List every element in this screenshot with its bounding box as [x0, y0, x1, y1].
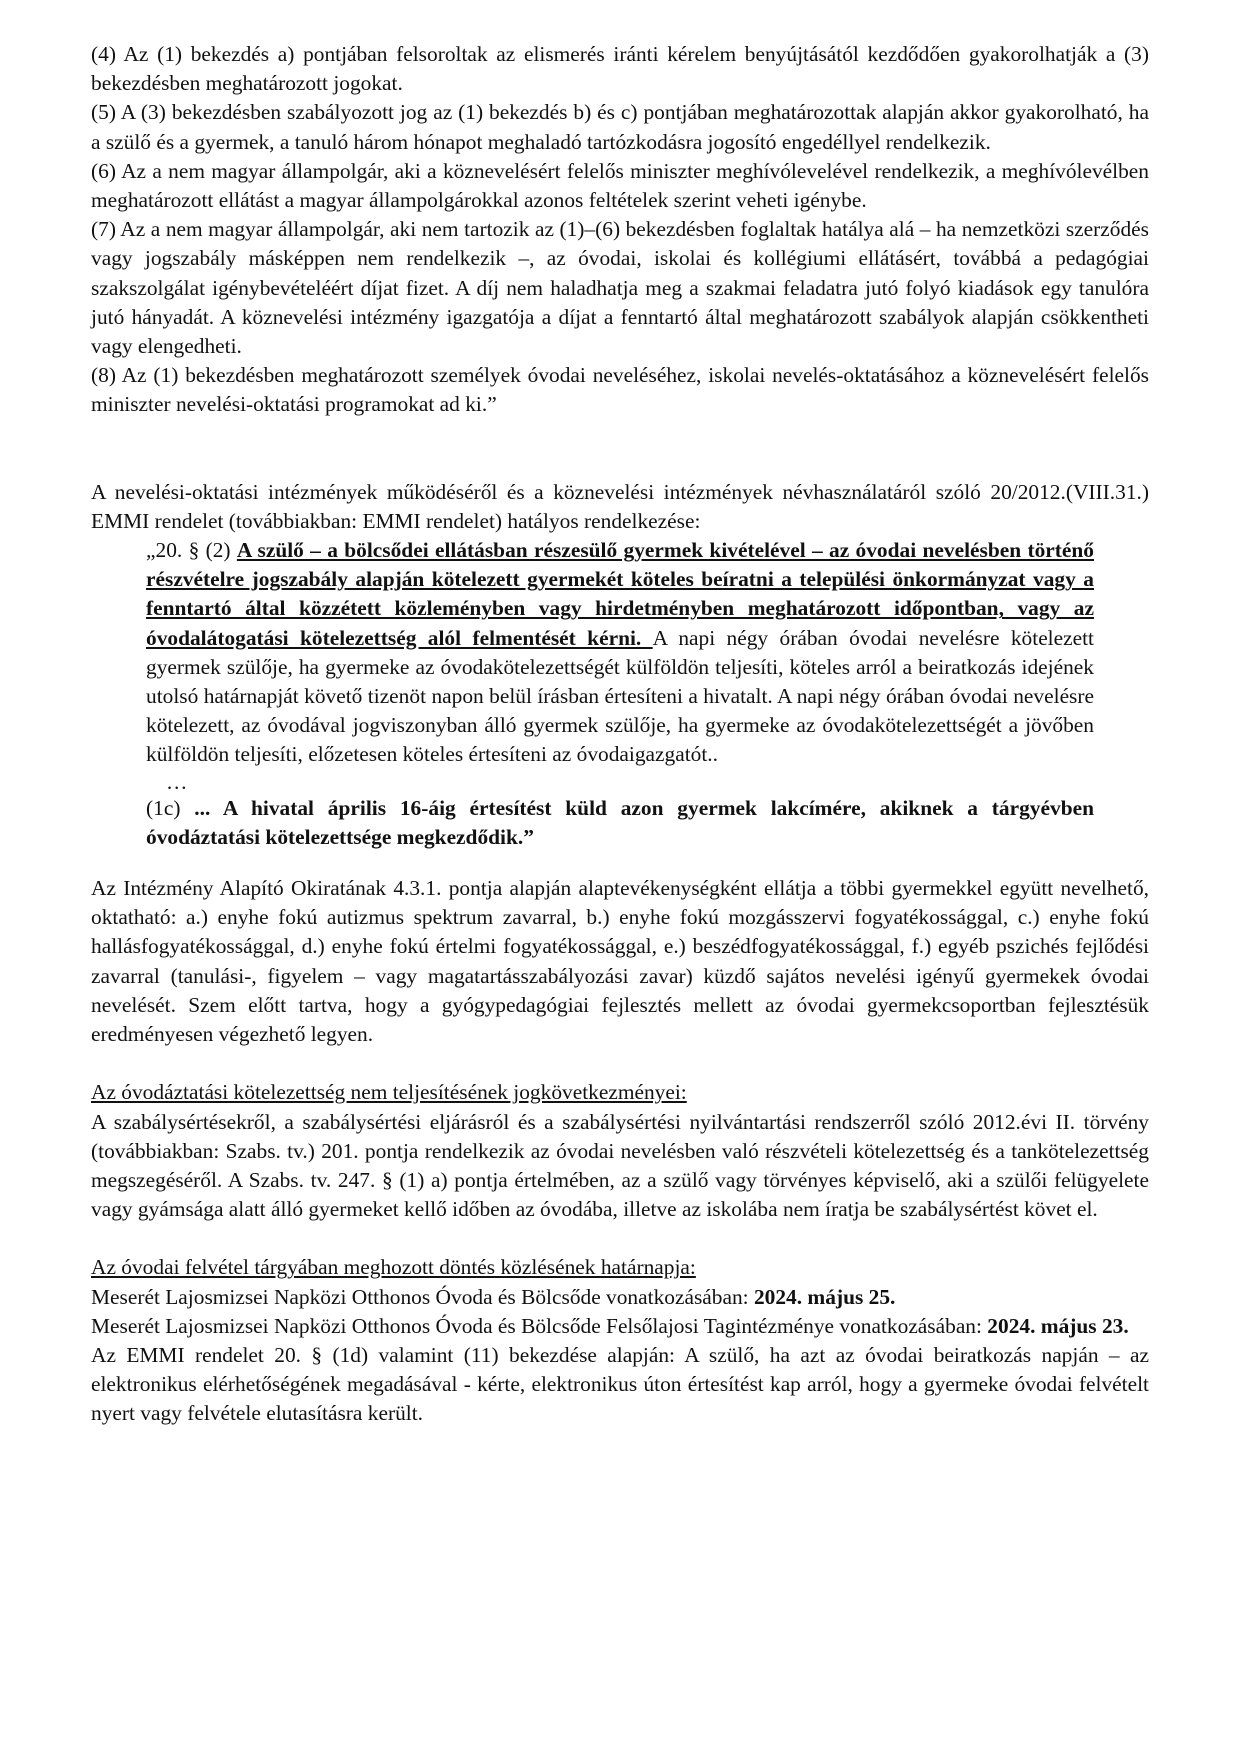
quote-emphasis: A szülő – a bölcsődei ellátásban részesülő gyermek kivételével – az óvodai nevelésben történő részvételre jogszabály alapján kötelezett gyermekét köteles beíratni a települési önkormányzat vagy a fenntartó által közzétett közleményben vagy hirdetményben meghatározott időpontban, vagy az óvodalátogatási kötelezettség alól felmentését kérni.: [146, 538, 1094, 650]
law-paragraph-5: (5) A (3) bekezdésben szabályozott jog az (1) bekezdés b) és c) pontjában meghatározottak alapján akkor gyakorolható, ha a szülő és a gyermek, a tanuló három hónapot meghaladó tartózkodásra jogosító engedéllyel rendelkezik.: [91, 100, 1149, 154]
quote-1c-text: ... A hivatal április 16-áig értesítést küld azon gyermek lakcímére, akiknek a tárgyévben óvodáztatási kötelezettsége megkezdődik.”: [146, 795, 1094, 849]
consequences-heading: Az óvodáztatási kötelezettség nem teljesítésének jogkövetkezményei:: [91, 1080, 687, 1105]
deadline-date-2: 2024. május 23.: [987, 1313, 1129, 1338]
quote-1c-prefix: (1c): [146, 795, 195, 820]
deadline-heading: Az óvodai felvétel tárgyában meghozott döntés közlésének határnapja:: [91, 1255, 696, 1280]
deadline-line-1: [91, 1283, 1149, 1312]
quote-ellipsis: …: [166, 769, 188, 794]
quote-prefix: „20. § (2): [146, 538, 237, 563]
law-paragraph-4: (4) Az (1) bekezdés a) pontjában felsoroltak az elismerés iránti kérelem benyújtásától kezdődően gyakorolhatják a (3) bekezdésben meghatározott jogokat.: [91, 42, 1149, 96]
emmi-quote: [146, 536, 1094, 852]
emmi-intro: A nevelési-oktatási intézmények működéséről és a köznevelési intézmények névhasználatáról szóló 20/2012.(VIII.31.) EMMI rendelet (továbbiakban: EMMI rendelet) hatályos rendelkezése:: [91, 479, 1149, 533]
law-paragraph-8: (8) Az (1) bekezdésben meghatározott személyek óvodai neveléséhez, iskolai nevelés-oktatásához a köznevelésért felelős miniszter nevelési-oktatási programokat ad ki.”: [91, 363, 1149, 417]
deadline-final-paragraph: Az EMMI rendelet 20. § (1d) valamint (11) bekezdése alapján: A szülő, ha azt az óvodai beiratkozás napján – az elektronikus elérhetőségének megadásával - kérte, elektronikus úton értesítést kap arról, hogy a gyermeke óvodai felvételt nyert vagy felvétele elutasításra került.: [91, 1342, 1149, 1426]
quote-rest: A napi négy órában óvodai nevelésre kötelezett gyermek szülője, ha gyermeke az óvodakötelezettségét külföldön teljesíti, köteles arról a beiratkozás idejének utolsó határnapját követő tizenöt napon belül írásban értesíteni a hivatalt. A napi négy órában óvodai nevelésre kötelezett, az óvodával jogviszonyban álló gyermek szülője, ha gyermeke az óvodakötelezettségét a jövőben külföldön teljesíti, előzetesen köteles értesíteni az óvodaigazgatót..: [146, 625, 1094, 767]
law-paragraph-7: (7) Az a nem magyar állampolgár, aki nem tartozik az (1)–(6) bekezdésben foglaltak hatálya alá – ha nemzetközi szerződés vagy jogszabály másképpen nem rendelkezik –, az óvodai, iskolai és kollégiumi ellátásért, továbbá a pedagógiai szakszolgálat igénybevételéért díjat fizet. A díj nem haladhatja meg a szakmai feladatra jutó folyó kiadások egy tanulóra jutó hányadát. A köznevelési intézmény igazgatója a díjat a fenntartó által meghatározott szabályok alapján csökkentheti vagy elengedheti.: [91, 217, 1149, 359]
consequences-body: A szabálysértésekről, a szabálysértési eljárásról és a szabálysértési nyilvántartási rendszerről szóló 2012.évi II. törvény (továbbiakban: Szabs. tv.) 201. pontja rendelkezik az óvodai nevelésben való részvételi kötelezettség és a tankötelezettség megszegéséről. A Szabs. tv. 247. § (1) a) pontja értelmében, az a szülő vagy törvényes képviselő, aki a szülői felügyelete vagy gyámsága alatt álló gyermeket kellő időben az óvodába, illetve az iskolába nem íratja be szabálysértést követ el.: [91, 1109, 1149, 1222]
deadline-line-2-text: Meserét Lajosmizsei Napközi Otthonos Óvoda és Bölcsőde Felsőlajosi Tagintézménye vonatkozásában:: [91, 1313, 988, 1338]
institution-paragraph: Az Intézmény Alapító Okiratának 4.3.1. pontja alapján alaptevékenységként ellátja a többi gyermekkel együtt nevelhető, oktatható: a.) enyhe fokú autizmus spektrum zavarral, b.) enyhe fokú mozgásszervi fogyatékossággal, c.) enyhe fokú hallásfogyatékossággal, d.) enyhe fokú értelmi fogyatékossággal, e.) beszédfogyatékossággal, f.) egyéb pszichés fejlődési zavarral (tanulási-, figyelem – vagy magatartásszabályozási zavar) küzdő sajátos nevelési igényű gyermekek óvodai nevelését. Szem előtt tartva, hogy a gyógypedagógiai fejlesztés mellett az óvodai gyermekcsoportban fejlesztésük eredményesen végezhető legyen.: [91, 876, 1149, 1047]
deadline-line-1-text: Meserét Lajosmizsei Napközi Otthonos Óvoda és Bölcsőde vonatkozásában:: [91, 1284, 754, 1309]
quote-paragraph-2: [146, 536, 1094, 770]
document-page: [91, 40, 1149, 1429]
deadline-date-1: 2024. május 25.: [753, 1284, 896, 1309]
quote-paragraph-1c: [146, 794, 1094, 852]
deadline-line-2: [91, 1312, 1149, 1341]
law-paragraph-6: (6) Az a nem magyar állampolgár, aki a köznevelésért felelős miniszter meghívólevelével rendelkezik, a meghívólevélben meghatározott ellátást a magyar állampolgárokkal azonos feltételek szerint veheti igénybe.: [91, 158, 1149, 213]
